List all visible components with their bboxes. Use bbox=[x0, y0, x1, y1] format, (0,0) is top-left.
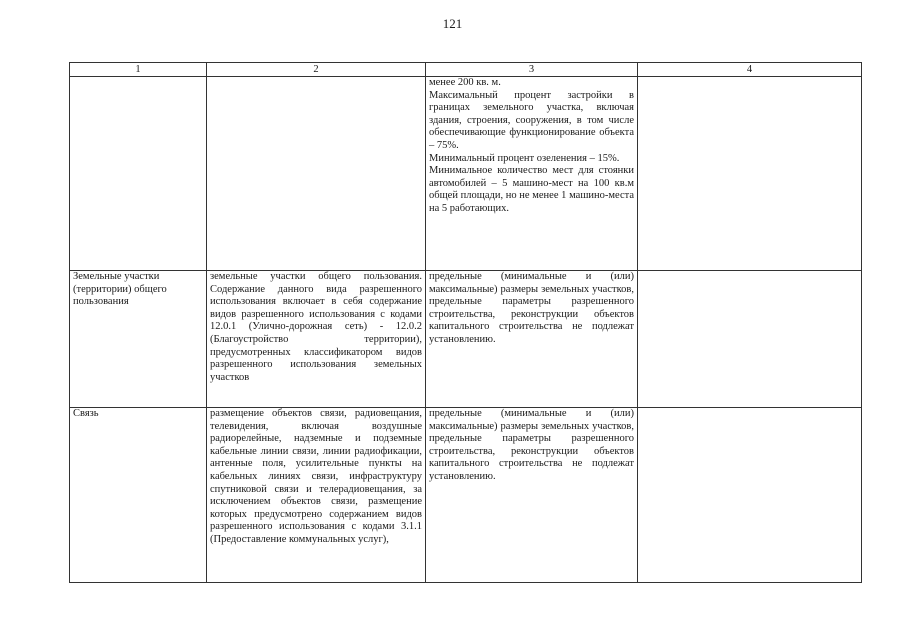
cell-communication-parameters: предельные (минимальные и (или) максимальные) размеры земельных участков, предельные параметры разрешенного строительства, реконструкции объектов капитального строительства не подлежат установлению. bbox=[426, 408, 638, 583]
cell-public-land-col4 bbox=[638, 271, 862, 408]
cell-public-land-name: Земельные участки (территории) общего пользования bbox=[70, 271, 207, 408]
cell-communication-description: размещение объектов связи, радиовещания, телевидения, включая воздушные радиорелейные, надземные и подземные кабельные линии связи, линии радиофикации, антенные поля, усилительные пункты на кабельных линиях связи, инфраструктуру спутниковой связи и телерадиовещания, за исключением объектов связи, размещение которых предусмотрено содержанием видов разрешенного использования с кодами 3.1.1 (Предоставление коммунальных услуг), bbox=[207, 408, 426, 583]
column-header-1: 1 bbox=[70, 63, 207, 77]
table-row-public-land bbox=[70, 271, 862, 408]
cell-continued-parameters bbox=[426, 77, 638, 271]
column-header-4: 4 bbox=[638, 63, 862, 77]
cell-public-land-parameters: предельные (минимальные и (или) максимальные) размеры земельных участков, предельные параметры разрешенного строительства, реконструкции объектов капитального строительства не подлежат установлению. bbox=[426, 271, 638, 408]
cell-communication-name: Связь bbox=[70, 408, 207, 583]
column-header-3: 3 bbox=[426, 63, 638, 77]
cell-communication-col4 bbox=[638, 408, 862, 583]
parameter-min-greening-percent: Минимальный процент озеленения – 15%. bbox=[429, 152, 620, 164]
table-header-row bbox=[70, 63, 862, 77]
parameter-min-parking: Минимальное количество мест для стоянки автомобилей – 5 машино-мест на 100 кв.м общей площади, но не менее 1 машино-места на 5 работающих. bbox=[429, 165, 634, 214]
parameter-min-area: менее 200 кв. м. bbox=[429, 77, 501, 88]
table-row-continued bbox=[70, 77, 862, 271]
column-header-2: 2 bbox=[207, 63, 426, 77]
parameter-max-building-percent: Максимальный процент застройки в границах земельного участка, включая здания, строения, сооружения, в том числе обеспечивающие функционирование объекта – 75%. bbox=[429, 89, 634, 151]
table-row-communication bbox=[70, 408, 862, 583]
page-number: 121 bbox=[442, 16, 463, 31]
cell-continued-col2 bbox=[207, 77, 426, 271]
cell-public-land-description: земельные участки общего пользования. Содержание данного вида разрешенного использования включает в себя содержание видов разрешенного использования с кодами 12.0.1 (Улично-дорожная сеть) - 12.0.2 (Благоустройство территории), предусмотренных классификатором видов разрешенного использования земельных участков bbox=[207, 271, 426, 408]
cell-continued-col1 bbox=[70, 77, 207, 271]
cell-continued-col4 bbox=[638, 77, 862, 271]
land-use-table bbox=[69, 62, 862, 583]
